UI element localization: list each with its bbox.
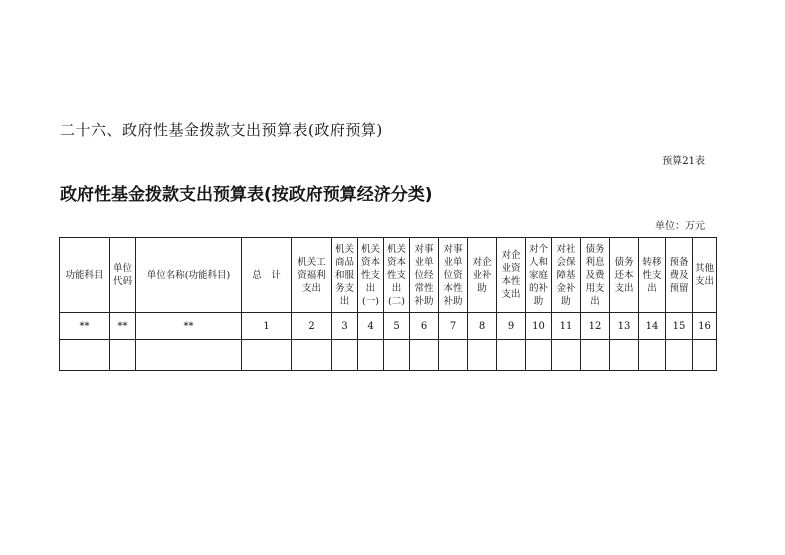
empty-cell (136, 340, 242, 371)
empty-cell (666, 340, 693, 371)
empty-cell (110, 340, 136, 371)
col-header-enterprise-subsidy: 对企业补助 (468, 238, 497, 313)
code-cell: 12 (581, 313, 610, 340)
col-header-inst-regular-subsidy: 对事业单位经常性补助 (410, 238, 439, 313)
code-cell: 7 (439, 313, 468, 340)
col-header-other: 其他支出 (693, 238, 717, 313)
code-cell: 4 (358, 313, 384, 340)
col-header-goods-services: 机关商品和服务支出 (332, 238, 358, 313)
empty-cell (439, 340, 468, 371)
code-cell: 1 (242, 313, 292, 340)
code-cell: 2 (292, 313, 332, 340)
col-header-enterprise-capital: 对企业资本性支出 (497, 238, 526, 313)
code-cell: 9 (497, 313, 526, 340)
code-cell: ** (110, 313, 136, 340)
col-header-debt-principal: 债务还本支出 (610, 238, 639, 313)
empty-cell (292, 340, 332, 371)
code-cell: 11 (552, 313, 581, 340)
table-title: 政府性基金拨款支出预算表(按政府预算经济分类) (60, 185, 433, 205)
empty-cell (410, 340, 439, 371)
code-cell: 5 (384, 313, 410, 340)
empty-cell (581, 340, 610, 371)
unit-label: 单位：万元 (655, 221, 705, 232)
empty-cell (497, 340, 526, 371)
empty-cell (693, 340, 717, 371)
empty-cell (358, 340, 384, 371)
code-cell: 8 (468, 313, 497, 340)
code-cell: 14 (639, 313, 666, 340)
empty-cell (639, 340, 666, 371)
code-cell: 16 (693, 313, 717, 340)
empty-cell (242, 340, 292, 371)
col-header-inst-capital-subsidy: 对事业单位资本性补助 (439, 238, 468, 313)
code-cell: 15 (666, 313, 693, 340)
code-cell: ** (136, 313, 242, 340)
form-number: 预算21表 (662, 156, 705, 167)
col-header-transfer: 转移性支出 (639, 238, 666, 313)
col-header-total: 总 计 (242, 238, 292, 313)
code-cell: ** (60, 313, 110, 340)
col-header-unit-code: 单位代码 (110, 238, 136, 313)
empty-cell (332, 340, 358, 371)
col-header-household-subsidy: 对个人和家庭的补助 (526, 238, 552, 313)
empty-data-row (60, 340, 717, 371)
budget-table (59, 237, 717, 371)
empty-cell (526, 340, 552, 371)
code-cell: 3 (332, 313, 358, 340)
code-cell: 6 (410, 313, 439, 340)
code-cell: 13 (610, 313, 639, 340)
code-row (60, 313, 717, 340)
empty-cell (468, 340, 497, 371)
col-header-unit-name: 单位名称(功能科目) (136, 238, 242, 313)
col-header-function-subject: 功能科目 (60, 238, 110, 313)
empty-cell (552, 340, 581, 371)
code-cell: 10 (526, 313, 552, 340)
col-header-social-security: 对社会保障基金补助 (552, 238, 581, 313)
col-header-wages: 机关工资福利支出 (292, 238, 332, 313)
empty-cell (384, 340, 410, 371)
empty-cell (60, 340, 110, 371)
header-row (60, 238, 717, 313)
empty-cell (610, 340, 639, 371)
col-header-debt-interest: 债务利息及费用支出 (581, 238, 610, 313)
section-title: 二十六、政府性基金拨款支出预算表(政府预算) (60, 121, 383, 139)
col-header-reserve: 预备费及预留 (666, 238, 693, 313)
col-header-capital-2: 机关资本性支出(二) (384, 238, 410, 313)
col-header-capital-1: 机关资本性支出(一) (358, 238, 384, 313)
